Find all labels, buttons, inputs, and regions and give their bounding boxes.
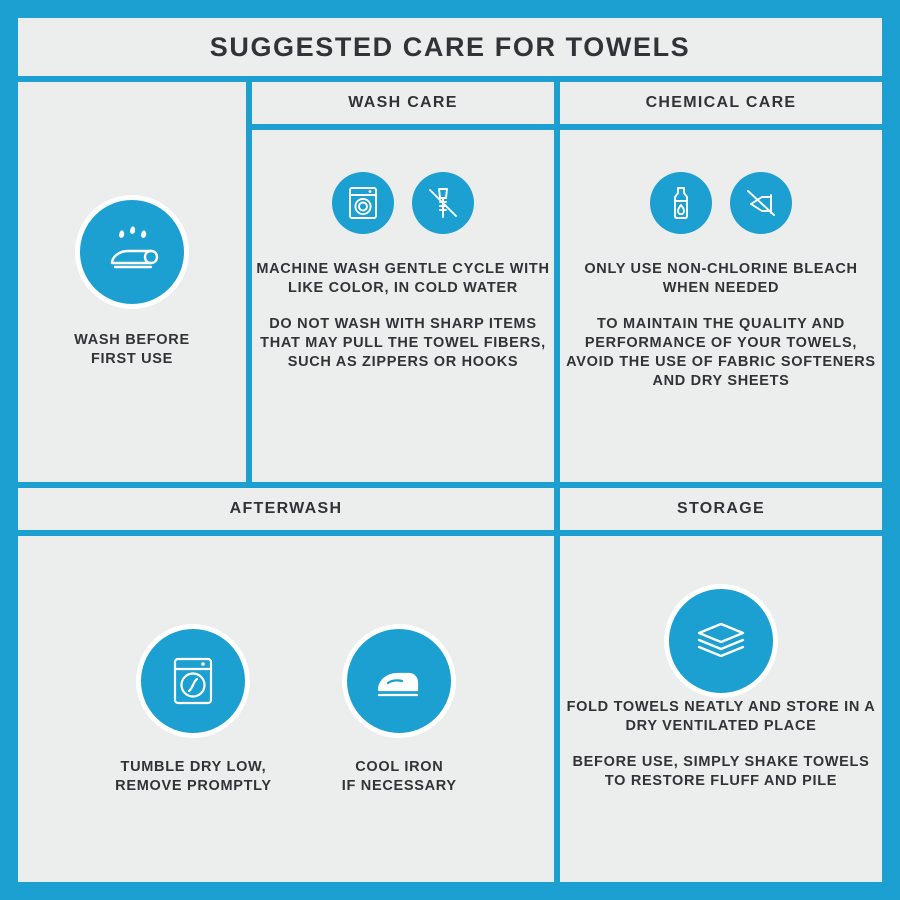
tumble-dryer-icon [136,624,250,738]
infographic-grid [18,18,882,882]
afterwash-heading [18,488,554,530]
no-fabric-softener-icon [730,172,792,234]
afterwash-item-tumble-dry [115,624,272,796]
wash-care-icons [332,172,474,234]
iron-icon [342,624,456,738]
chemical-care-caption-1: ONLY USE NON-CHLORINE BLEACH WHEN NEEDED [584,261,858,296]
wash-before-first-use-caption: WASH BEFORE FIRST USE [74,332,190,367]
stacked-towels-icon [664,584,778,698]
storage-heading-text: STORAGE [677,500,765,517]
section-afterwash [18,488,554,882]
afterwash-heading-text: AFTERWASH [229,500,343,517]
bleach-bottle-icon [650,172,712,234]
no-sharp-items-icon [412,172,474,234]
chemical-care-icons [650,172,792,234]
row-wash-and-chemical [18,82,882,482]
chemical-care-caption-2: TO MAINTAIN THE QUALITY AND PERFORMANCE OF YOUR TOWELS, AVOID THE USE OF FABRIC SOFTENERS AND DRY SHEETS [566,316,876,389]
afterwash-body [18,536,554,882]
chemical-care-heading-text: CHEMICAL CARE [645,94,797,111]
folded-towel-with-water-drops-icon [75,195,189,309]
wash-care-caption-2: DO NOT WASH WITH SHARP ITEMS THAT MAY PULL THE TOWEL FIBERS, SUCH AS ZIPPERS OR HOOKS [260,316,546,370]
wash-care-heading [252,82,554,124]
section-wash-care [252,82,554,482]
chemical-care-heading [560,82,882,124]
wash-care-caption-1: MACHINE WASH GENTLE CYCLE WITH LIKE COLOR, IN COLD WATER [256,261,550,296]
storage-body [560,536,882,882]
storage-caption-1: FOLD TOWELS NEATLY AND STORE IN A DRY VENTILATED PLACE [566,699,876,734]
afterwash-caption-cool-iron: COOL IRON IF NECESSARY [341,759,457,794]
wash-care-body [252,130,554,482]
chemical-care-body [560,130,882,482]
wash-care-heading-text: WASH CARE [348,94,458,111]
washing-machine-icon [332,172,394,234]
panel-wash-before-first-use [18,82,246,482]
afterwash-item-cool-iron [342,624,457,796]
section-chemical-care [560,82,882,482]
row-afterwash-and-storage [18,488,882,882]
section-storage [560,488,882,882]
page-title: SUGGESTED CARE FOR TOWELS [209,31,691,62]
storage-caption-2: BEFORE USE, SIMPLY SHAKE TOWELS TO RESTORE FLUFF AND PILE [572,754,870,789]
title-bar [18,18,882,76]
afterwash-caption-tumble-dry: TUMBLE DRY LOW, REMOVE PROMPTLY [115,759,272,794]
storage-heading [560,488,882,530]
